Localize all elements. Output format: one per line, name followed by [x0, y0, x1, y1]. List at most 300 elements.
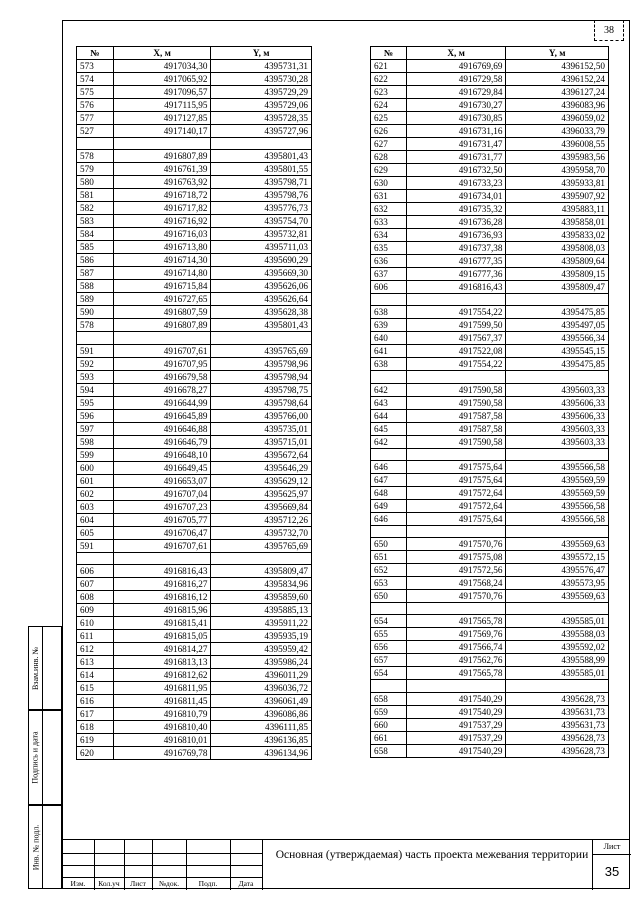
- table-row: [77, 603, 312, 616]
- point-number-cell: 631: [371, 190, 407, 203]
- x-coordinate-cell: 4916777,36: [406, 268, 506, 281]
- point-number-cell: [371, 603, 407, 615]
- table-row: [371, 718, 609, 731]
- table-row: [371, 473, 609, 486]
- table-row: [371, 112, 609, 125]
- point-number-cell: 527: [77, 125, 114, 138]
- sheet-number: 35: [604, 864, 620, 879]
- point-number-cell: 640: [371, 332, 407, 345]
- point-number-cell: 606: [77, 564, 114, 577]
- x-coordinate-cell: 4916807,89: [113, 319, 211, 332]
- x-coordinate-cell: [406, 603, 506, 615]
- x-coordinate-cell: 4916814,27: [113, 642, 211, 655]
- x-coordinate-cell: 4916736,28: [406, 216, 506, 229]
- y-coordinate-cell: 4395766,00: [211, 409, 312, 422]
- x-coordinate-cell: [113, 138, 211, 150]
- x-coordinate-cell: [406, 294, 506, 306]
- x-coordinate-cell: 4916718,72: [113, 189, 211, 202]
- table-row: [77, 526, 312, 539]
- y-coordinate-cell: 4395935,19: [211, 629, 312, 642]
- col-signature: Подп.: [198, 879, 218, 888]
- point-number-cell: 574: [77, 73, 114, 86]
- table-row: [77, 707, 312, 720]
- table-row: [371, 255, 609, 268]
- point-number-cell: 580: [77, 176, 114, 189]
- x-coordinate-cell: 4916812,62: [113, 668, 211, 681]
- table-row: [371, 615, 609, 628]
- x-coordinate-cell: 4916816,43: [406, 281, 506, 294]
- y-coordinate-cell: 4395569,63: [506, 538, 609, 551]
- y-coordinate-cell: 4395669,84: [211, 500, 312, 513]
- y-coordinate-cell: 4395566,58: [506, 499, 609, 512]
- table-row: [371, 460, 609, 473]
- point-number-cell: 602: [77, 487, 114, 500]
- y-coordinate-cell: 4395631,73: [506, 718, 609, 731]
- table-row: [371, 641, 609, 654]
- y-coordinate-cell: 4395729,29: [211, 86, 312, 99]
- table-row: [371, 499, 609, 512]
- table-row: [77, 138, 312, 150]
- y-coordinate-cell: 4396036,72: [211, 681, 312, 694]
- point-number-cell: 606: [371, 281, 407, 294]
- side-stamp: [28, 626, 62, 889]
- x-coordinate-cell: 4916649,45: [113, 461, 211, 474]
- table-row: [77, 552, 312, 564]
- x-coordinate-cell: 4917540,29: [406, 692, 506, 705]
- y-coordinate-cell: 4395883,11: [506, 203, 609, 216]
- x-coordinate-cell: 4916717,82: [113, 202, 211, 215]
- y-coordinate-cell: 4395569,63: [506, 590, 609, 603]
- y-coordinate-cell: 4395986,24: [211, 655, 312, 668]
- table-row: [371, 525, 609, 537]
- point-number-cell: 614: [77, 668, 114, 681]
- table-row: [77, 215, 312, 228]
- x-coordinate-cell: 4916731,47: [406, 138, 506, 151]
- point-number-cell: 618: [77, 720, 114, 733]
- y-coordinate-cell: 4395798,94: [211, 370, 312, 383]
- y-coordinate-cell: 4395711,03: [211, 241, 312, 254]
- y-coordinate-cell: 4395730,28: [211, 73, 312, 86]
- table-row: [371, 538, 609, 551]
- table-row: [371, 73, 609, 86]
- x-coordinate-cell: [113, 332, 211, 344]
- point-number-cell: 626: [371, 125, 407, 138]
- y-coordinate-cell: 4395958,70: [506, 164, 609, 177]
- y-coordinate-cell: 4396086,86: [211, 707, 312, 720]
- table-row: [77, 396, 312, 409]
- point-number-cell: 612: [77, 642, 114, 655]
- point-number-cell: 577: [77, 112, 114, 125]
- y-coordinate-cell: 4396136,85: [211, 733, 312, 746]
- point-number-cell: 648: [371, 486, 407, 499]
- point-number-cell: [77, 552, 114, 564]
- coordinates-table-right: [370, 46, 609, 758]
- x-coordinate-cell: 4916716,92: [113, 215, 211, 228]
- table-row: [371, 731, 609, 744]
- point-number-cell: 644: [371, 409, 407, 422]
- y-coordinate-cell: 4395588,03: [506, 628, 609, 641]
- point-number-cell: 643: [371, 396, 407, 409]
- y-coordinate-cell: 4395606,33: [506, 409, 609, 422]
- x-coordinate-cell: 4916807,59: [113, 306, 211, 319]
- y-coordinate-cell: 4395631,73: [506, 705, 609, 718]
- x-coordinate-cell: 4916811,45: [113, 694, 211, 707]
- y-coordinate-cell: 4395754,70: [211, 215, 312, 228]
- table-row: [77, 202, 312, 215]
- col-count: Кол.уч: [98, 879, 120, 888]
- x-coordinate-cell: 4917566,74: [406, 641, 506, 654]
- x-coordinate-cell: 4916707,61: [113, 344, 211, 357]
- table-row: [371, 744, 609, 757]
- y-coordinate-cell: 4395690,29: [211, 254, 312, 267]
- y-coordinate-cell: 4395566,58: [506, 512, 609, 525]
- table-row: [371, 564, 609, 577]
- y-coordinate-cell: 4395809,47: [211, 564, 312, 577]
- point-number-cell: 650: [371, 590, 407, 603]
- table-row: [77, 448, 312, 461]
- table-row: [77, 461, 312, 474]
- x-coordinate-cell: 4916810,40: [113, 720, 211, 733]
- table-body-right: [371, 60, 609, 758]
- x-coordinate-cell: 4916729,58: [406, 73, 506, 86]
- x-coordinate-cell: 4917575,64: [406, 512, 506, 525]
- x-coordinate-cell: 4916761,39: [113, 163, 211, 176]
- y-coordinate-cell: 4395732,81: [211, 228, 312, 241]
- y-coordinate-cell: 4395732,70: [211, 526, 312, 539]
- x-coordinate-cell: 4917540,29: [406, 705, 506, 718]
- table-row: [371, 216, 609, 229]
- point-number-cell: 575: [77, 86, 114, 99]
- y-coordinate-cell: 4395801,43: [211, 150, 312, 163]
- table-row: [371, 422, 609, 435]
- y-coordinate-cell: 4395808,03: [506, 242, 609, 255]
- table-row: [77, 319, 312, 332]
- point-number-cell: 600: [77, 461, 114, 474]
- table-row: [371, 151, 609, 164]
- point-number-cell: 655: [371, 628, 407, 641]
- header-x: X, м: [406, 47, 506, 60]
- y-coordinate-cell: 4395566,34: [506, 332, 609, 345]
- y-coordinate-cell: 4395765,69: [211, 344, 312, 357]
- x-coordinate-cell: 4916707,04: [113, 487, 211, 500]
- y-coordinate-cell: 4395859,60: [211, 590, 312, 603]
- y-coordinate-cell: 4395592,02: [506, 641, 609, 654]
- point-number-cell: 596: [77, 409, 114, 422]
- table-row: [77, 112, 312, 125]
- x-coordinate-cell: 4916816,12: [113, 590, 211, 603]
- y-coordinate-cell: 4395475,85: [506, 358, 609, 371]
- x-coordinate-cell: 4916729,84: [406, 86, 506, 99]
- y-coordinate-cell: 4396033,79: [506, 125, 609, 138]
- x-coordinate-cell: 4917575,64: [406, 473, 506, 486]
- point-number-cell: 641: [371, 345, 407, 358]
- point-number-cell: 587: [77, 267, 114, 280]
- y-coordinate-cell: 4395798,96: [211, 357, 312, 370]
- x-coordinate-cell: [406, 680, 506, 692]
- y-coordinate-cell: 4395672,64: [211, 448, 312, 461]
- point-number-cell: [371, 294, 407, 306]
- x-coordinate-cell: 4916735,32: [406, 203, 506, 216]
- table-row: [371, 692, 609, 705]
- x-coordinate-cell: 4917575,08: [406, 551, 506, 564]
- x-coordinate-cell: 4916716,03: [113, 228, 211, 241]
- point-number-cell: 624: [371, 99, 407, 112]
- point-number-cell: 589: [77, 293, 114, 306]
- y-coordinate-cell: 4395629,12: [211, 474, 312, 487]
- x-coordinate-cell: 4917572,64: [406, 486, 506, 499]
- x-coordinate-cell: 4917569,76: [406, 628, 506, 641]
- y-coordinate-cell: 4395798,75: [211, 383, 312, 396]
- x-coordinate-cell: [406, 371, 506, 383]
- stamp-label: Инв. № подл.: [31, 824, 40, 870]
- table-row: [77, 422, 312, 435]
- point-number-cell: 638: [371, 358, 407, 371]
- point-number-cell: [371, 371, 407, 383]
- x-coordinate-cell: 4917575,64: [406, 460, 506, 473]
- y-coordinate-cell: 4395801,43: [211, 319, 312, 332]
- table-row: [371, 680, 609, 692]
- table-row: [77, 293, 312, 306]
- table-row: [77, 86, 312, 99]
- y-coordinate-cell: [506, 294, 609, 306]
- x-coordinate-cell: 4916644,99: [113, 396, 211, 409]
- table-row: [77, 73, 312, 86]
- table-row: [77, 241, 312, 254]
- table-row: [371, 654, 609, 667]
- table-row: [77, 616, 312, 629]
- point-number-cell: 659: [371, 705, 407, 718]
- point-number-cell: 613: [77, 655, 114, 668]
- x-coordinate-cell: 4916733,23: [406, 177, 506, 190]
- x-coordinate-cell: 4916730,85: [406, 112, 506, 125]
- point-number-cell: 649: [371, 499, 407, 512]
- col-sheet: Лист: [130, 879, 146, 888]
- x-coordinate-cell: [406, 448, 506, 460]
- point-number-cell: 638: [371, 306, 407, 319]
- x-coordinate-cell: 4916645,89: [113, 409, 211, 422]
- x-coordinate-cell: 4916815,05: [113, 629, 211, 642]
- x-coordinate-cell: 4916646,79: [113, 435, 211, 448]
- point-number-cell: 660: [371, 718, 407, 731]
- x-coordinate-cell: 4917599,50: [406, 319, 506, 332]
- header-x: X, м: [113, 47, 211, 60]
- y-coordinate-cell: 4395497,05: [506, 319, 609, 332]
- point-number-cell: 603: [77, 500, 114, 513]
- stamp-label: Взам.инв. №: [31, 646, 40, 690]
- point-number-cell: 661: [371, 731, 407, 744]
- point-number-cell: 604: [77, 513, 114, 526]
- x-coordinate-cell: [406, 525, 506, 537]
- table-row: [371, 486, 609, 499]
- x-coordinate-cell: 4916706,47: [113, 526, 211, 539]
- y-coordinate-cell: 4395573,95: [506, 577, 609, 590]
- table-row: [77, 99, 312, 112]
- table-row: [77, 357, 312, 370]
- point-number-cell: 584: [77, 228, 114, 241]
- y-coordinate-cell: 4396008,55: [506, 138, 609, 151]
- y-coordinate-cell: 4395833,02: [506, 229, 609, 242]
- x-coordinate-cell: 4917587,58: [406, 409, 506, 422]
- x-coordinate-cell: 4916732,50: [406, 164, 506, 177]
- point-number-cell: 615: [77, 681, 114, 694]
- x-coordinate-cell: 4917590,58: [406, 383, 506, 396]
- point-number-cell: 576: [77, 99, 114, 112]
- y-coordinate-cell: 4395576,47: [506, 564, 609, 577]
- point-number-cell: 657: [371, 654, 407, 667]
- point-number-cell: 633: [371, 216, 407, 229]
- y-coordinate-cell: 4395776,73: [211, 202, 312, 215]
- point-number-cell: 639: [371, 319, 407, 332]
- point-number-cell: 642: [371, 435, 407, 448]
- point-number-cell: [77, 138, 114, 150]
- x-coordinate-cell: 4916678,27: [113, 383, 211, 396]
- table-row: [77, 370, 312, 383]
- table-row: [77, 163, 312, 176]
- point-number-cell: 591: [77, 539, 114, 552]
- point-number-cell: 646: [371, 460, 407, 473]
- x-coordinate-cell: 4917590,58: [406, 435, 506, 448]
- table-row: [371, 203, 609, 216]
- y-coordinate-cell: 4395566,58: [506, 460, 609, 473]
- point-number-cell: 591: [77, 344, 114, 357]
- point-number-cell: 578: [77, 319, 114, 332]
- point-number-cell: 630: [371, 177, 407, 190]
- y-coordinate-cell: 4395809,15: [506, 268, 609, 281]
- point-number-cell: 635: [371, 242, 407, 255]
- table-row: [371, 667, 609, 680]
- x-coordinate-cell: 4917562,76: [406, 654, 506, 667]
- x-coordinate-cell: 4917522,08: [406, 345, 506, 358]
- header-y: Y, м: [211, 47, 312, 60]
- x-coordinate-cell: 4916737,38: [406, 242, 506, 255]
- table-row: [77, 435, 312, 448]
- col-date: Дата: [238, 879, 254, 888]
- x-coordinate-cell: 4917115,95: [113, 99, 211, 112]
- x-coordinate-cell: 4916734,01: [406, 190, 506, 203]
- x-coordinate-cell: [113, 552, 211, 564]
- table-row: [371, 590, 609, 603]
- table-row: [371, 60, 609, 73]
- table-row: [371, 705, 609, 718]
- point-number-cell: 590: [77, 306, 114, 319]
- y-coordinate-cell: 4395625,97: [211, 487, 312, 500]
- coordinates-table-left: [76, 46, 312, 760]
- y-coordinate-cell: 4395603,33: [506, 383, 609, 396]
- y-coordinate-cell: 4395959,42: [211, 642, 312, 655]
- y-coordinate-cell: 4395907,92: [506, 190, 609, 203]
- y-coordinate-cell: [506, 371, 609, 383]
- x-coordinate-cell: 4917127,85: [113, 112, 211, 125]
- table-row: [371, 358, 609, 371]
- x-coordinate-cell: 4916646,88: [113, 422, 211, 435]
- x-coordinate-cell: 4916769,69: [406, 60, 506, 73]
- sheet-label: Лист: [593, 840, 631, 855]
- y-coordinate-cell: 4395626,64: [211, 293, 312, 306]
- table-row: [77, 577, 312, 590]
- point-number-cell: 578: [77, 150, 114, 163]
- table-row: [77, 176, 312, 189]
- point-number-cell: 586: [77, 254, 114, 267]
- table-row: [77, 564, 312, 577]
- y-coordinate-cell: 4395911,22: [211, 616, 312, 629]
- y-coordinate-cell: 4395809,47: [506, 281, 609, 294]
- point-number-cell: 628: [371, 151, 407, 164]
- table-row: [77, 344, 312, 357]
- y-coordinate-cell: 4395809,64: [506, 255, 609, 268]
- point-number-cell: 620: [77, 746, 114, 759]
- point-number-cell: 617: [77, 707, 114, 720]
- table-row: [371, 281, 609, 294]
- y-coordinate-cell: 4395798,64: [211, 396, 312, 409]
- point-number-cell: 610: [77, 616, 114, 629]
- point-number-cell: 653: [371, 577, 407, 590]
- y-coordinate-cell: [506, 448, 609, 460]
- y-coordinate-cell: 4395728,35: [211, 112, 312, 125]
- y-coordinate-cell: 4395572,15: [506, 551, 609, 564]
- point-number-cell: 636: [371, 255, 407, 268]
- header-number: №: [371, 47, 407, 60]
- table-row: [371, 435, 609, 448]
- table-row: [77, 500, 312, 513]
- y-coordinate-cell: 4395712,26: [211, 513, 312, 526]
- x-coordinate-cell: 4916679,58: [113, 370, 211, 383]
- x-coordinate-cell: 4916731,77: [406, 151, 506, 164]
- x-coordinate-cell: 4916736,93: [406, 229, 506, 242]
- table-body-left: [77, 60, 312, 760]
- x-coordinate-cell: 4916816,27: [113, 577, 211, 590]
- point-number-cell: 646: [371, 512, 407, 525]
- table-row: [77, 746, 312, 759]
- x-coordinate-cell: 4917570,76: [406, 590, 506, 603]
- table-row: [371, 229, 609, 242]
- point-number-cell: 593: [77, 370, 114, 383]
- x-coordinate-cell: 4916813,13: [113, 655, 211, 668]
- revision-grid: [62, 840, 262, 890]
- y-coordinate-cell: [506, 603, 609, 615]
- x-coordinate-cell: 4916815,41: [113, 616, 211, 629]
- table-header-row: [77, 47, 312, 60]
- table-row: [371, 383, 609, 396]
- table-row: [371, 125, 609, 138]
- x-coordinate-cell: 4917570,76: [406, 538, 506, 551]
- point-number-cell: 583: [77, 215, 114, 228]
- sheet-box: [592, 840, 631, 890]
- table-row: [77, 642, 312, 655]
- point-number-cell: 585: [77, 241, 114, 254]
- point-number-cell: 645: [371, 422, 407, 435]
- table-row: [371, 268, 609, 281]
- y-coordinate-cell: [506, 525, 609, 537]
- x-coordinate-cell: 4917554,22: [406, 306, 506, 319]
- y-coordinate-cell: 4395628,38: [211, 306, 312, 319]
- x-coordinate-cell: 4916707,95: [113, 357, 211, 370]
- x-coordinate-cell: 4916777,35: [406, 255, 506, 268]
- table-row: [77, 513, 312, 526]
- table-row: [77, 306, 312, 319]
- x-coordinate-cell: 4917572,64: [406, 499, 506, 512]
- y-coordinate-cell: 4395727,96: [211, 125, 312, 138]
- y-coordinate-cell: 4395569,59: [506, 473, 609, 486]
- y-coordinate-cell: 4396061,49: [211, 694, 312, 707]
- y-coordinate-cell: [506, 680, 609, 692]
- x-coordinate-cell: 4917065,92: [113, 73, 211, 86]
- table-row: [371, 332, 609, 345]
- table-row: [371, 319, 609, 332]
- point-number-cell: 650: [371, 538, 407, 551]
- y-coordinate-cell: 4395858,01: [506, 216, 609, 229]
- x-coordinate-cell: 4917554,22: [406, 358, 506, 371]
- point-number-cell: 581: [77, 189, 114, 202]
